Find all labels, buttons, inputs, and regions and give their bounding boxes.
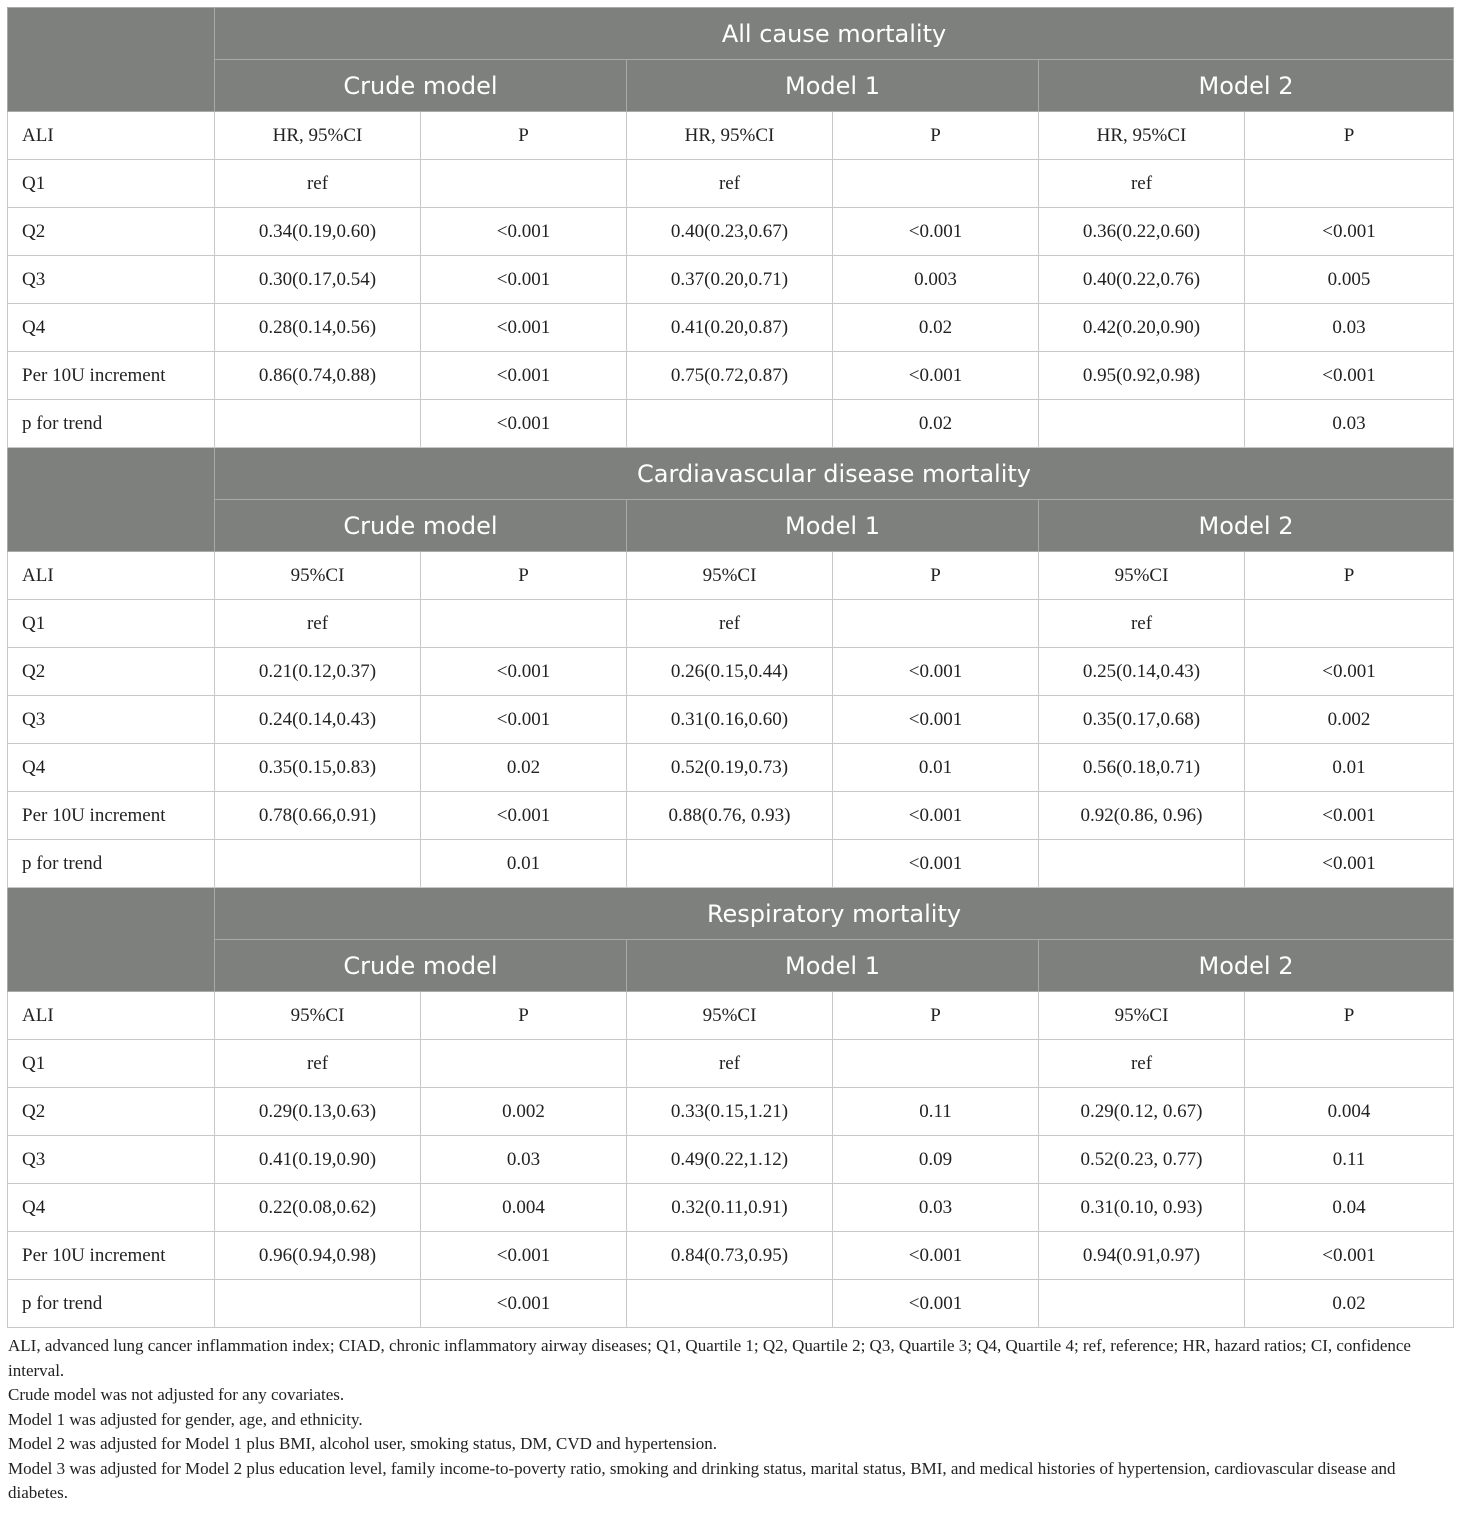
table-cell: 0.33(0.15,1.21): [627, 1088, 833, 1136]
table-cell: 0.96(0.94,0.98): [215, 1232, 421, 1280]
table-row: [8, 1280, 1454, 1328]
table-cell: <0.001: [421, 256, 627, 304]
table-cell: <0.001: [833, 792, 1039, 840]
table-cell: [833, 600, 1039, 648]
row-label: Q3: [8, 256, 215, 304]
column-header: P: [421, 112, 627, 160]
table-cell: <0.001: [421, 1280, 627, 1328]
table-cell: [421, 1040, 627, 1088]
row-label: p for trend: [8, 840, 215, 888]
table-cell: <0.001: [833, 840, 1039, 888]
table-cell: 0.26(0.15,0.44): [627, 648, 833, 696]
row-label: Q4: [8, 304, 215, 352]
column-header: HR, 95%CI: [627, 112, 833, 160]
row-label: Q2: [8, 208, 215, 256]
table-cell: 0.03: [1245, 400, 1454, 448]
table-cell: ref: [627, 1040, 833, 1088]
table-cell: 0.42(0.20,0.90): [1039, 304, 1245, 352]
table-cell: 0.01: [421, 840, 627, 888]
table-cell: 0.88(0.76, 0.93): [627, 792, 833, 840]
table-row: [8, 256, 1454, 304]
table-cell: [627, 400, 833, 448]
table-cell: 0.09: [833, 1136, 1039, 1184]
table-cell: 0.11: [1245, 1136, 1454, 1184]
column-header-row: [8, 552, 1454, 600]
table-cell: [215, 840, 421, 888]
table-row: [8, 1232, 1454, 1280]
model-header: Model 2: [1039, 60, 1454, 112]
model-header: Crude model: [215, 500, 627, 552]
table-cell: 0.40(0.23,0.67): [627, 208, 833, 256]
table-cell: ref: [627, 160, 833, 208]
table-cell: 0.01: [833, 744, 1039, 792]
table-cell: <0.001: [833, 648, 1039, 696]
table-cell: ref: [1039, 1040, 1245, 1088]
table-cell: 0.005: [1245, 256, 1454, 304]
column-header: ALI: [8, 552, 215, 600]
table-cell: 0.002: [421, 1088, 627, 1136]
table-cell: <0.001: [833, 696, 1039, 744]
column-header-row: [8, 112, 1454, 160]
table-cell: <0.001: [421, 304, 627, 352]
table-cell: ref: [215, 1040, 421, 1088]
table-cell: 0.35(0.17,0.68): [1039, 696, 1245, 744]
table-cell: 0.94(0.91,0.97): [1039, 1232, 1245, 1280]
row-label: Q1: [8, 1040, 215, 1088]
table-cell: [215, 1280, 421, 1328]
column-header: HR, 95%CI: [215, 112, 421, 160]
column-header: P: [833, 112, 1039, 160]
table-cell: <0.001: [421, 352, 627, 400]
model-header: Crude model: [215, 60, 627, 112]
table-cell: [1039, 1280, 1245, 1328]
table-cell: ref: [1039, 160, 1245, 208]
table-cell: <0.001: [1245, 208, 1454, 256]
table-cell: 0.40(0.22,0.76): [1039, 256, 1245, 304]
table-row: [8, 352, 1454, 400]
row-label: Q4: [8, 744, 215, 792]
table-cell: 0.002: [1245, 696, 1454, 744]
table-cell: 0.03: [421, 1136, 627, 1184]
table-cell: <0.001: [1245, 840, 1454, 888]
table-cell: <0.001: [1245, 792, 1454, 840]
table-cell: 0.84(0.73,0.95): [627, 1232, 833, 1280]
model-header-row: [8, 940, 1454, 992]
column-header: HR, 95%CI: [1039, 112, 1245, 160]
table-cell: <0.001: [1245, 648, 1454, 696]
column-header: 95%CI: [215, 552, 421, 600]
row-label: Per 10U increment: [8, 352, 215, 400]
table-cell: <0.001: [421, 648, 627, 696]
footnote: Model 1 was adjusted for gender, age, and ethnicity.: [8, 1409, 363, 1429]
table-cell: 0.36(0.22,0.60): [1039, 208, 1245, 256]
table-cell: 0.21(0.12,0.37): [215, 648, 421, 696]
section-title: Cardiavascular disease mortality: [215, 448, 1454, 500]
footnote: ALI, advanced lung cancer inflammation index; CIAD, chronic inflammatory airway diseases; Q1, Quartile 1; Q2, Quartile 2; Q3, Quartile 3; Q4, Quartile 4; ref, reference; HR, hazard ratios; CI, confidence interval.: [8, 1336, 1411, 1380]
footnote: Model 2 was adjusted for Model 1 plus BMI, alcohol user, smoking status, DM, CVD and hypertension.: [8, 1434, 717, 1453]
table-cell: 0.32(0.11,0.91): [627, 1184, 833, 1232]
table-row: [8, 304, 1454, 352]
table-cell: <0.001: [421, 400, 627, 448]
table-cell: <0.001: [421, 208, 627, 256]
table-cell: <0.001: [833, 1232, 1039, 1280]
column-header: 95%CI: [215, 992, 421, 1040]
row-label: Q4: [8, 1184, 215, 1232]
table-cell: 0.52(0.19,0.73): [627, 744, 833, 792]
table-cell: 0.28(0.14,0.56): [215, 304, 421, 352]
row-label: Q3: [8, 1136, 215, 1184]
table-cell: [1245, 1040, 1454, 1088]
section-title-row: [8, 888, 1454, 940]
table-cell: 0.78(0.66,0.91): [215, 792, 421, 840]
table-cell: 0.03: [833, 1184, 1039, 1232]
column-header: P: [833, 992, 1039, 1040]
model-header: Model 2: [1039, 940, 1454, 992]
table-cell: 0.24(0.14,0.43): [215, 696, 421, 744]
row-label: Q1: [8, 600, 215, 648]
table-row: [8, 1184, 1454, 1232]
table-row: [8, 696, 1454, 744]
table-cell: <0.001: [1245, 352, 1454, 400]
table-cell: [833, 1040, 1039, 1088]
table-row: [8, 208, 1454, 256]
table-cell: <0.001: [421, 1232, 627, 1280]
corner-cell: [8, 888, 215, 992]
column-header: 95%CI: [1039, 992, 1245, 1040]
model-header-row: [8, 60, 1454, 112]
table-cell: 0.86(0.74,0.88): [215, 352, 421, 400]
column-header: 95%CI: [627, 552, 833, 600]
table-cell: 0.03: [1245, 304, 1454, 352]
column-header: 95%CI: [1039, 552, 1245, 600]
table-cell: 0.004: [421, 1184, 627, 1232]
row-label: Q1: [8, 160, 215, 208]
column-header: ALI: [8, 112, 215, 160]
table-footnotes: [7, 1334, 1453, 1506]
table-cell: [627, 840, 833, 888]
table-cell: [215, 400, 421, 448]
footnote: Crude model was not adjusted for any covariates.: [8, 1385, 345, 1404]
table-cell: 0.34(0.19,0.60): [215, 208, 421, 256]
table-cell: <0.001: [833, 352, 1039, 400]
table-cell: 0.02: [833, 400, 1039, 448]
table-cell: 0.02: [1245, 1280, 1454, 1328]
table-cell: 0.004: [1245, 1088, 1454, 1136]
section-title: All cause mortality: [215, 8, 1454, 60]
row-label: Q2: [8, 648, 215, 696]
table-cell: 0.02: [421, 744, 627, 792]
model-header: Model 1: [627, 60, 1039, 112]
footnote: Model 3 was adjusted for Model 2 plus education level, family income-to-poverty ratio, smoking and drinking status, marital status, BMI, and medical histories of hypertension, cardiovascular disease and diabetes.: [8, 1458, 1396, 1502]
table-cell: 0.22(0.08,0.62): [215, 1184, 421, 1232]
table-cell: 0.35(0.15,0.83): [215, 744, 421, 792]
table-cell: 0.11: [833, 1088, 1039, 1136]
row-label: Per 10U increment: [8, 1232, 215, 1280]
section-title-row: [8, 448, 1454, 500]
corner-cell: [8, 448, 215, 552]
table-row: [8, 1040, 1454, 1088]
table-row: [8, 160, 1454, 208]
table-cell: 0.31(0.16,0.60): [627, 696, 833, 744]
table-cell: 0.41(0.19,0.90): [215, 1136, 421, 1184]
table-cell: <0.001: [421, 696, 627, 744]
section-title-row: [8, 8, 1454, 60]
table-row: [8, 1088, 1454, 1136]
table-cell: ref: [627, 600, 833, 648]
table-row: [8, 648, 1454, 696]
table-cell: <0.001: [833, 1280, 1039, 1328]
table-cell: 0.04: [1245, 1184, 1454, 1232]
row-label: Per 10U increment: [8, 792, 215, 840]
column-header: P: [1245, 992, 1454, 1040]
table-cell: 0.30(0.17,0.54): [215, 256, 421, 304]
model-header: Model 1: [627, 940, 1039, 992]
table-cell: <0.001: [421, 792, 627, 840]
table-cell: 0.75(0.72,0.87): [627, 352, 833, 400]
table-row: [8, 400, 1454, 448]
table-cell: [833, 160, 1039, 208]
table-cell: 0.29(0.12, 0.67): [1039, 1088, 1245, 1136]
column-header: P: [421, 552, 627, 600]
column-header: P: [833, 552, 1039, 600]
table-page: [7, 7, 1453, 1506]
table-cell: <0.001: [1245, 1232, 1454, 1280]
table-cell: [421, 600, 627, 648]
column-header: P: [1245, 552, 1454, 600]
table-row: [8, 600, 1454, 648]
column-header: ALI: [8, 992, 215, 1040]
table-cell: ref: [215, 600, 421, 648]
model-header: Crude model: [215, 940, 627, 992]
column-header-row: [8, 992, 1454, 1040]
table-cell: [1039, 400, 1245, 448]
table-cell: 0.49(0.22,1.12): [627, 1136, 833, 1184]
table-cell: ref: [215, 160, 421, 208]
model-header-row: [8, 500, 1454, 552]
table-cell: 0.02: [833, 304, 1039, 352]
table-cell: 0.41(0.20,0.87): [627, 304, 833, 352]
table-cell: [1245, 160, 1454, 208]
row-label: p for trend: [8, 400, 215, 448]
row-label: p for trend: [8, 1280, 215, 1328]
column-header: 95%CI: [627, 992, 833, 1040]
table-cell: 0.29(0.13,0.63): [215, 1088, 421, 1136]
mortality-table: [7, 7, 1454, 1328]
model-header: Model 2: [1039, 500, 1454, 552]
row-label: Q3: [8, 696, 215, 744]
column-header: P: [421, 992, 627, 1040]
table-cell: 0.25(0.14,0.43): [1039, 648, 1245, 696]
table-row: [8, 744, 1454, 792]
column-header: P: [1245, 112, 1454, 160]
table-cell: 0.92(0.86, 0.96): [1039, 792, 1245, 840]
table-cell: 0.01: [1245, 744, 1454, 792]
table-row: [8, 1136, 1454, 1184]
table-cell: [1245, 600, 1454, 648]
table-cell: 0.52(0.23, 0.77): [1039, 1136, 1245, 1184]
table-cell: 0.56(0.18,0.71): [1039, 744, 1245, 792]
corner-cell: [8, 8, 215, 112]
table-cell: 0.95(0.92,0.98): [1039, 352, 1245, 400]
section-title: Respiratory mortality: [215, 888, 1454, 940]
table-cell: 0.37(0.20,0.71): [627, 256, 833, 304]
table-row: [8, 840, 1454, 888]
table-cell: 0.003: [833, 256, 1039, 304]
table-cell: 0.31(0.10, 0.93): [1039, 1184, 1245, 1232]
table-cell: <0.001: [833, 208, 1039, 256]
table-cell: [627, 1280, 833, 1328]
table-row: [8, 792, 1454, 840]
table-cell: ref: [1039, 600, 1245, 648]
table-cell: [421, 160, 627, 208]
table-cell: [1039, 840, 1245, 888]
model-header: Model 1: [627, 500, 1039, 552]
row-label: Q2: [8, 1088, 215, 1136]
